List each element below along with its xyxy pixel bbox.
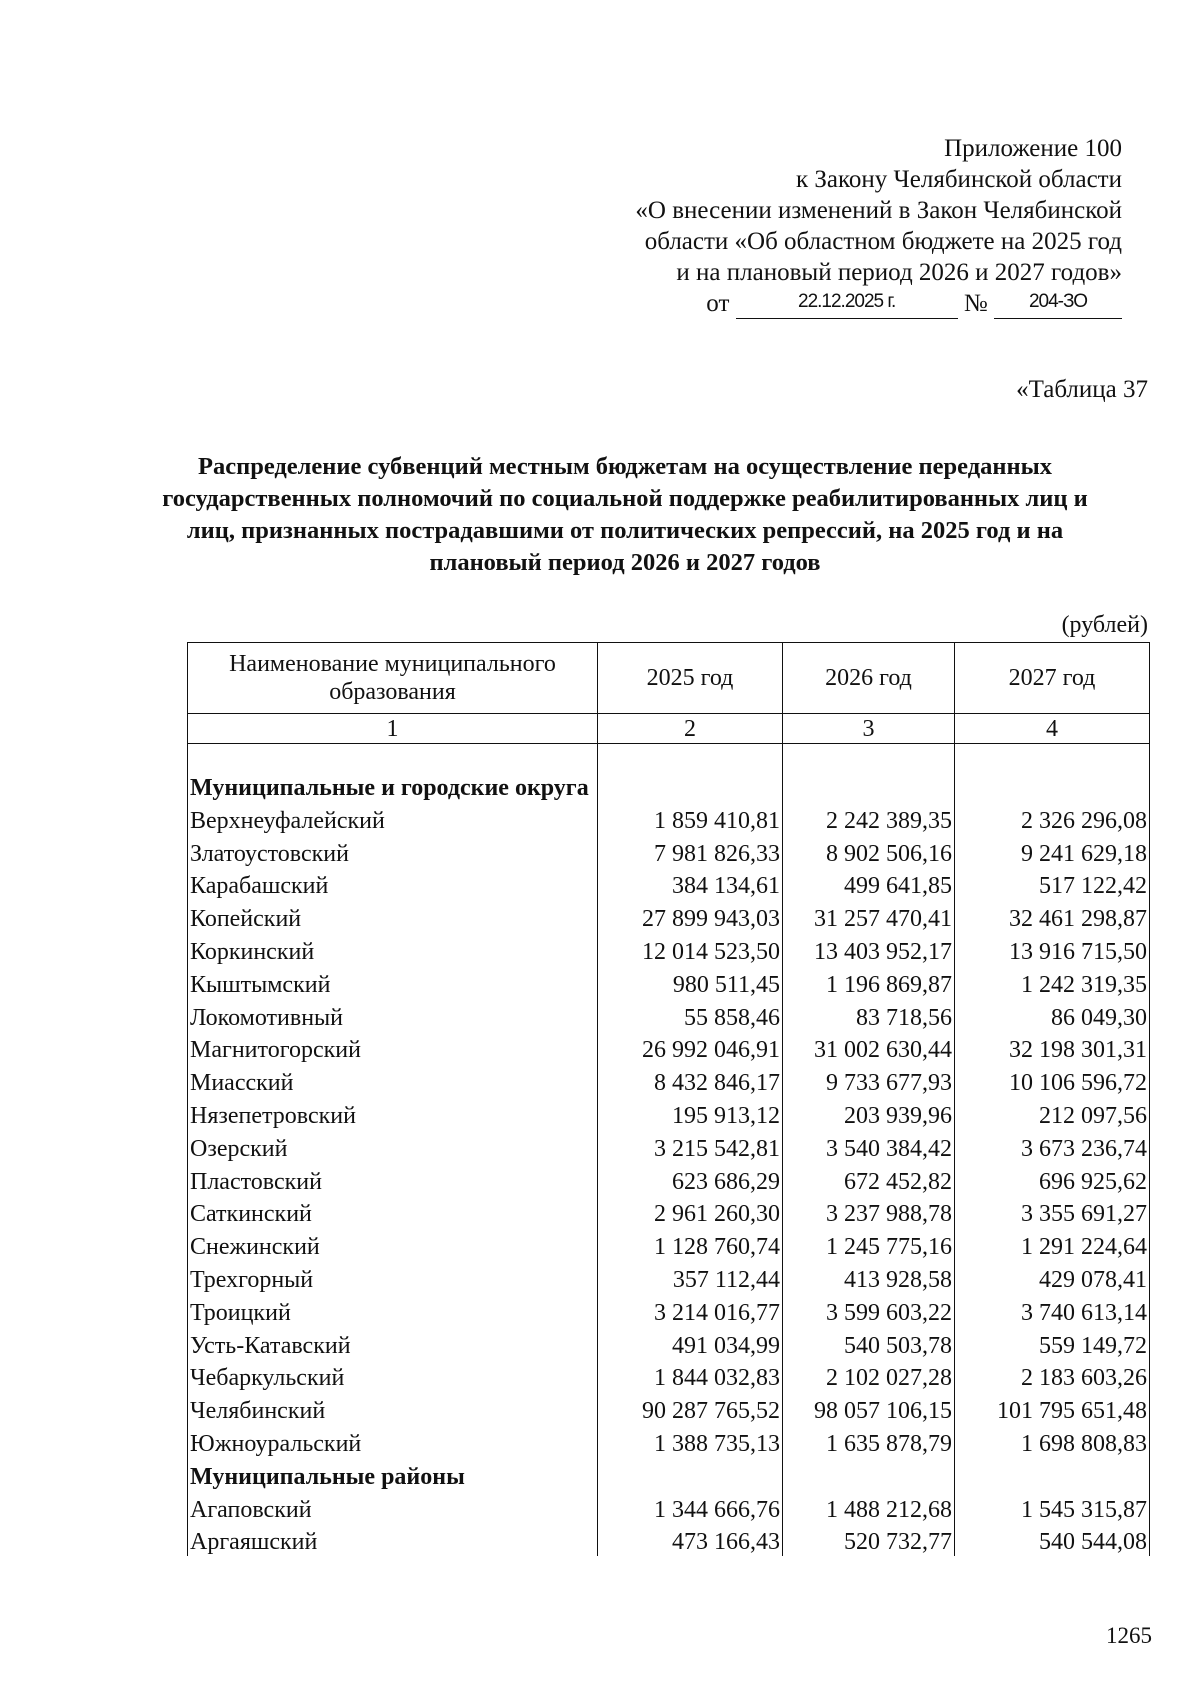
amount-cell: 27 899 943,03 (598, 900, 783, 933)
amount-cell: 3 355 691,27 (955, 1196, 1150, 1229)
municipality-name: Магнитогорский (188, 1032, 598, 1065)
municipality-name: Саткинский (188, 1196, 598, 1229)
appendix-line: к Закону Челябинской области (796, 166, 1122, 193)
table-row (188, 1196, 1150, 1229)
municipality-name: Трехгорный (188, 1261, 598, 1294)
amount-cell: 2 183 603,26 (955, 1360, 1150, 1393)
table-row (188, 1524, 1150, 1557)
amount-cell: 517 122,42 (955, 868, 1150, 901)
table-row (188, 933, 1150, 966)
table-row (188, 900, 1150, 933)
law-appendix-header (635, 133, 1122, 319)
amount-cell: 623 686,29 (598, 1163, 783, 1196)
amount-cell: 980 511,45 (598, 966, 783, 999)
table-row (188, 1064, 1150, 1097)
municipality-name: Кыштымский (188, 966, 598, 999)
amount-cell: 1 635 878,79 (783, 1425, 955, 1458)
appendix-line: Приложение 100 (944, 135, 1122, 162)
empty-cell (598, 744, 783, 803)
column-header-2025: 2025 год (598, 643, 783, 714)
amount-cell: 1 388 735,13 (598, 1425, 783, 1458)
amount-cell: 31 257 470,41 (783, 900, 955, 933)
amount-cell: 3 237 988,78 (783, 1196, 955, 1229)
amount-cell: 90 287 765,52 (598, 1392, 783, 1425)
table-row (188, 966, 1150, 999)
municipality-name: Локомотивный (188, 999, 598, 1032)
amount-cell: 499 641,85 (783, 868, 955, 901)
amount-cell: 10 106 596,72 (955, 1064, 1150, 1097)
amount-cell: 473 166,43 (598, 1524, 783, 1557)
table-row (188, 1360, 1150, 1393)
column-header-2026: 2026 год (783, 643, 955, 714)
amount-cell: 696 925,62 (955, 1163, 1150, 1196)
date-value: 22.12.2025 г. (798, 291, 896, 312)
empty-cell (783, 1458, 955, 1491)
table-row (188, 1097, 1150, 1130)
municipality-name: Аргаяшский (188, 1524, 598, 1557)
municipality-name: Верхнеуфалейский (188, 802, 598, 835)
amount-cell: 3 215 542,81 (598, 1130, 783, 1163)
amount-cell: 8 432 846,17 (598, 1064, 783, 1097)
section-row (188, 1458, 1150, 1491)
appendix-line: «О внесении изменений в Закон Челябинской (635, 197, 1122, 224)
table-row (188, 1425, 1150, 1458)
amount-cell: 26 992 046,91 (598, 1032, 783, 1065)
empty-cell (783, 744, 955, 803)
amount-cell: 12 014 523,50 (598, 933, 783, 966)
amount-cell: 3 599 603,22 (783, 1294, 955, 1327)
document-title: Распределение субвенций местным бюджетам на осуществление переданных государственных полномочий по социальной поддержке реабилитированных лиц и лиц, признанных пострадавшими от политических репрессий, на 2025 год и на плановый период 2026 и 2027 годов (162, 453, 1088, 576)
amount-cell: 86 049,30 (955, 999, 1150, 1032)
amount-cell: 3 214 016,77 (598, 1294, 783, 1327)
municipality-name: Агаповский (188, 1491, 598, 1524)
amount-cell: 1 245 775,16 (783, 1228, 955, 1261)
date-field (736, 291, 958, 319)
table-row (188, 1392, 1150, 1425)
table-row (188, 1163, 1150, 1196)
municipality-name: Южноуральский (188, 1425, 598, 1458)
table-row (188, 1261, 1150, 1294)
table-body (188, 714, 1150, 1557)
amount-cell: 32 198 301,31 (955, 1032, 1150, 1065)
amount-cell: 212 097,56 (955, 1097, 1150, 1130)
amount-cell: 2 961 260,30 (598, 1196, 783, 1229)
amount-cell: 3 540 384,42 (783, 1130, 955, 1163)
amount-cell: 3 740 613,14 (955, 1294, 1150, 1327)
amount-cell: 559 149,72 (955, 1327, 1150, 1360)
column-header-2027: 2027 год (955, 643, 1150, 714)
from-label: от (706, 290, 730, 317)
date-number-line (635, 288, 1122, 319)
municipality-name: Копейский (188, 900, 598, 933)
amount-cell: 55 858,46 (598, 999, 783, 1032)
amount-cell: 31 002 630,44 (783, 1032, 955, 1065)
amount-cell: 1 344 666,76 (598, 1491, 783, 1524)
table-row (188, 868, 1150, 901)
municipality-name: Миасский (188, 1064, 598, 1097)
amount-cell: 13 916 715,50 (955, 933, 1150, 966)
table-row (188, 1130, 1150, 1163)
amount-cell: 357 112,44 (598, 1261, 783, 1294)
amount-cell: 672 452,82 (783, 1163, 955, 1196)
column-number: 1 (188, 714, 598, 744)
number-value: 204-ЗО (1028, 291, 1088, 312)
units-label: (рублей) (1061, 612, 1148, 638)
table-row (188, 1491, 1150, 1524)
amount-cell: 203 939,96 (783, 1097, 955, 1130)
municipality-name: Чебаркульский (188, 1360, 598, 1393)
amount-cell: 32 461 298,87 (955, 900, 1150, 933)
amount-cell: 1 291 224,64 (955, 1228, 1150, 1261)
table-row (188, 802, 1150, 835)
amount-cell: 9 733 677,93 (783, 1064, 955, 1097)
amount-cell: 195 913,12 (598, 1097, 783, 1130)
amount-cell: 83 718,56 (783, 999, 955, 1032)
amount-cell: 1 698 808,83 (955, 1425, 1150, 1458)
amount-cell: 8 902 506,16 (783, 835, 955, 868)
amount-cell: 540 544,08 (955, 1524, 1150, 1557)
amount-cell: 2 326 296,08 (955, 802, 1150, 835)
section-name: Муниципальные и городские округа (188, 744, 598, 803)
section-row (188, 744, 1150, 803)
amount-cell: 2 242 389,35 (783, 802, 955, 835)
column-number: 2 (598, 714, 783, 744)
table-row (188, 1294, 1150, 1327)
amount-cell: 2 102 027,28 (783, 1360, 955, 1393)
table-row (188, 835, 1150, 868)
municipality-name: Усть-Катавский (188, 1327, 598, 1360)
table-label: «Таблица 37 (1016, 376, 1148, 403)
municipality-name: Карабашский (188, 868, 598, 901)
amount-cell: 491 034,99 (598, 1327, 783, 1360)
municipality-name: Троицкий (188, 1294, 598, 1327)
table-row (188, 1032, 1150, 1065)
column-header-name: Наименование муниципального образования (188, 643, 598, 714)
page-number: 1265 (1106, 1623, 1152, 1648)
municipality-name: Челябинский (188, 1392, 598, 1425)
municipality-name: Пластовский (188, 1163, 598, 1196)
amount-cell: 1 488 212,68 (783, 1491, 955, 1524)
empty-cell (955, 744, 1150, 803)
column-number: 4 (955, 714, 1150, 744)
number-field (994, 291, 1122, 319)
column-number-row (188, 714, 1150, 744)
amount-cell: 3 673 236,74 (955, 1130, 1150, 1163)
municipality-name: Коркинский (188, 933, 598, 966)
municipality-name: Златоустовский (188, 835, 598, 868)
amount-cell: 1 859 410,81 (598, 802, 783, 835)
appendix-line: области «Об областном бюджете на 2025 год (644, 228, 1122, 255)
amount-cell: 413 928,58 (783, 1261, 955, 1294)
amount-cell: 98 057 106,15 (783, 1392, 955, 1425)
municipality-name: Снежинский (188, 1228, 598, 1261)
number-label: № (963, 290, 988, 317)
empty-cell (598, 1458, 783, 1491)
amount-cell: 101 795 651,48 (955, 1392, 1150, 1425)
empty-cell (955, 1458, 1150, 1491)
amount-cell: 1 242 319,35 (955, 966, 1150, 999)
amount-cell: 1 128 760,74 (598, 1228, 783, 1261)
amount-cell: 1 196 869,87 (783, 966, 955, 999)
amount-cell: 9 241 629,18 (955, 835, 1150, 868)
subvention-table (187, 642, 1150, 1556)
table-row (188, 1327, 1150, 1360)
section-name: Муниципальные районы (188, 1458, 598, 1491)
column-number: 3 (783, 714, 955, 744)
amount-cell: 1 545 315,87 (955, 1491, 1150, 1524)
amount-cell: 7 981 826,33 (598, 835, 783, 868)
amount-cell: 429 078,41 (955, 1261, 1150, 1294)
amount-cell: 520 732,77 (783, 1524, 955, 1557)
municipality-name: Нязепетровский (188, 1097, 598, 1130)
table-header-row (188, 643, 1150, 714)
appendix-line: и на плановый период 2026 и 2027 годов» (676, 259, 1122, 286)
amount-cell: 540 503,78 (783, 1327, 955, 1360)
municipality-name: Озерский (188, 1130, 598, 1163)
table-row (188, 1228, 1150, 1261)
amount-cell: 13 403 952,17 (783, 933, 955, 966)
amount-cell: 384 134,61 (598, 868, 783, 901)
table-row (188, 999, 1150, 1032)
amount-cell: 1 844 032,83 (598, 1360, 783, 1393)
